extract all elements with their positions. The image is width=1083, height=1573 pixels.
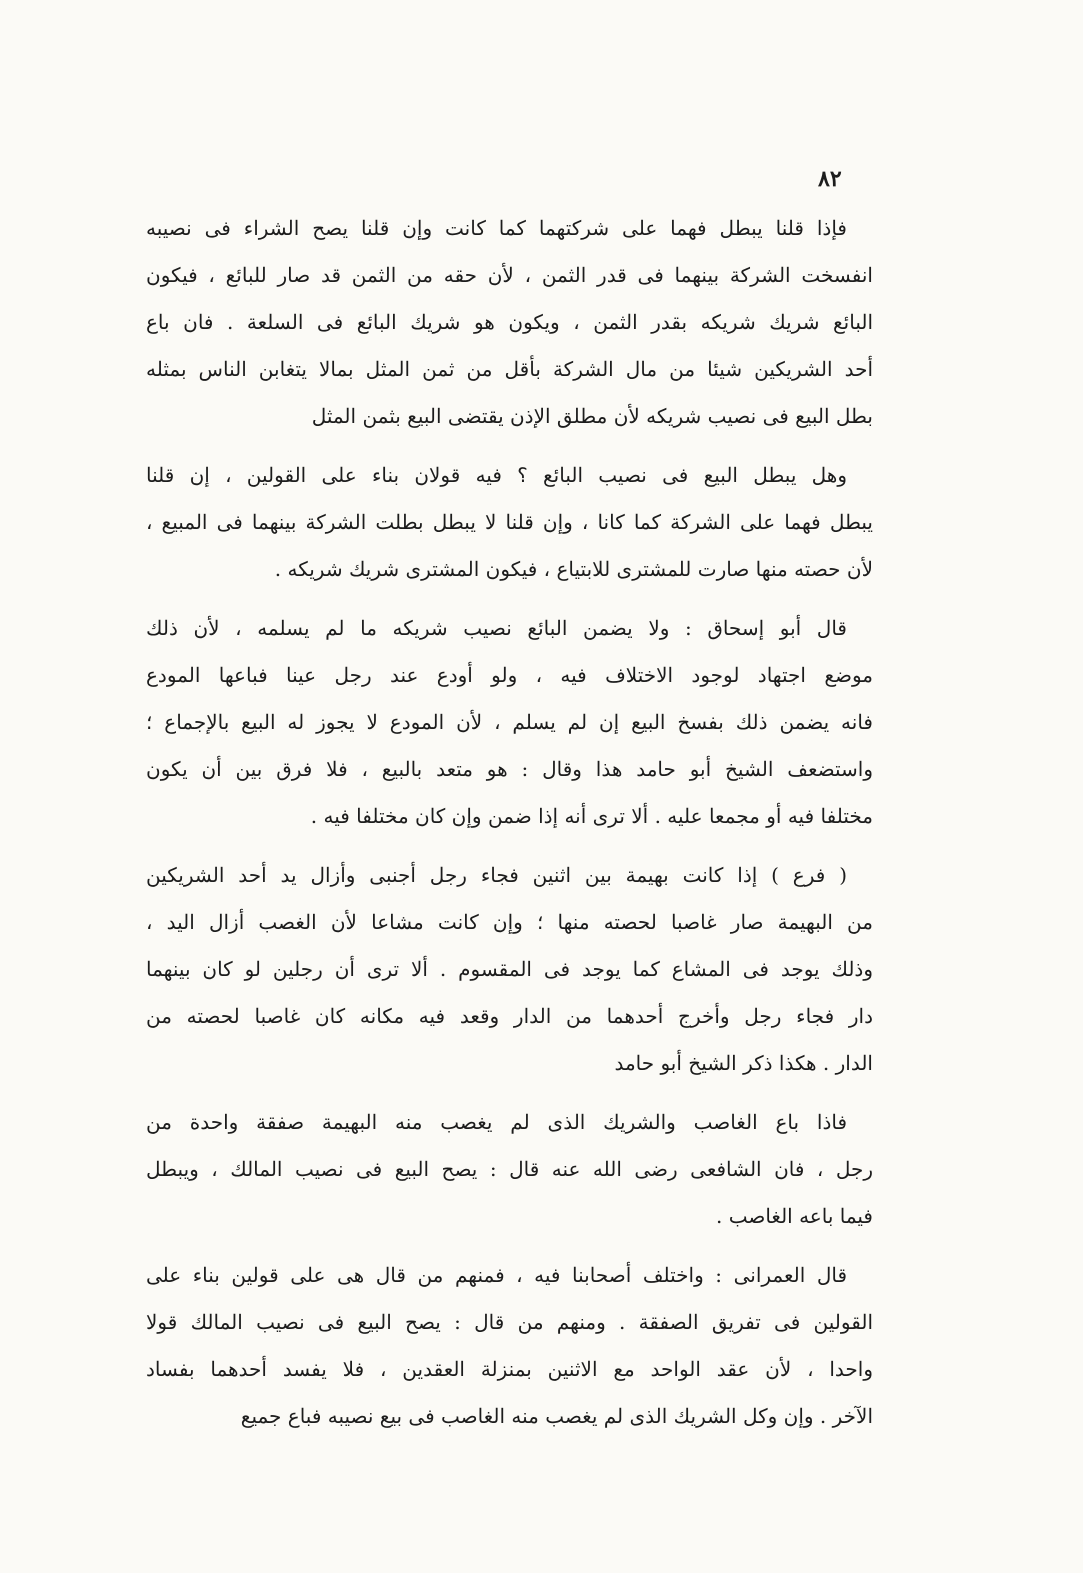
- text-line: واستضعف الشيخ أبو حامد هذا وقال : هو متعد بالبيع ، فلا فرق بين أن يكون: [146, 757, 873, 781]
- text-line: قال العمرانى : واختلف أصحابنا فيه ، فمنهم من قال هى على قولين بناء على: [146, 1263, 847, 1287]
- paragraph: [146, 605, 873, 840]
- text-line: فانه يضمن ذلك بفسخ البيع إن لم يسلم ، لأن المودع لا يجوز له البيع بالإجماع ؛: [146, 710, 873, 734]
- text-line: الدار . هكذا ذكر الشيخ أبو حامد: [614, 1051, 873, 1075]
- text-line: واحدا ، لأن عقد الواحد مع الاثنين بمنزلة العقدين ، فلا يفسد أحدهما بفساد: [146, 1357, 873, 1381]
- text-line: وهل يبطل البيع فى نصيب البائع ؟ فيه قولان بناء على القولين ، إن قلنا: [146, 463, 847, 487]
- text-line: لأن حصته منها صارت للمشترى للابتياع ، فيكون المشترى شريك شريكه .: [274, 557, 873, 581]
- text-line: انفسخت الشركة بينهما فى قدر الثمن ، لأن حقه من الثمن قد صار للبائع ، فيكون: [146, 263, 873, 287]
- text-line: موضع اجتهاد لوجود الاختلاف فيه ، ولو أودع عند رجل عينا فباعها المودع: [146, 663, 873, 687]
- text-line: قال أبو إسحاق : ولا يضمن البائع نصيب شريكه ما لم يسلمه ، لأن ذلك: [146, 616, 847, 640]
- paragraph: [146, 1252, 873, 1440]
- body-text: [146, 205, 873, 1440]
- text-line: بطل البيع فى نصيب شريكه لأن مطلق الإذن يقتضى البيع بثمن المثل: [311, 404, 873, 428]
- text-line: القولين فى تفريق الصفقة . ومنهم من قال : يصح البيع فى نصيب المالك قولا: [146, 1310, 873, 1334]
- paragraph: [146, 452, 873, 593]
- text-line: يبطل فهما على الشركة كما كانا ، وإن قلنا لا يبطل بطلت الشركة بينهما فى المبيع ،: [146, 510, 873, 534]
- page-number: ٨٢: [818, 166, 842, 192]
- text-line: رجل ، فان الشافعى رضى الله عنه قال : يصح البيع فى نصيب المالك ، ويبطل: [146, 1157, 873, 1181]
- text-line: فإذا قلنا يبطل فهما على شركتهما كما كانت وإن قلنا يصح الشراء فى نصيبه: [146, 216, 847, 240]
- text-line: أحد الشريكين شيئا من مال الشركة بأقل من ثمن المثل بمالا يتغابن الناس بمثله: [146, 357, 873, 381]
- text-line: فيما باعه الغاصب .: [715, 1204, 873, 1228]
- text-line: فاذا باع الغاصب والشريك الذى لم يغصب منه البهيمة صفقة واحدة من: [146, 1110, 847, 1134]
- text-line: مختلفا فيه أو مجمعا عليه . ألا ترى أنه إذا ضمن وإن كان مختلفا فيه .: [310, 804, 873, 828]
- paragraph: [146, 205, 873, 440]
- text-line: دار فجاء رجل وأخرج أحدهما من الدار وقعد فيه مكانه كان غاصبا لحصته من: [146, 1004, 873, 1028]
- paragraph: [146, 1099, 873, 1240]
- text-line: البائع شريك شريكه بقدر الثمن ، ويكون هو شريك البائع فى السلعة . فان باع: [146, 310, 873, 334]
- text-line: من البهيمة صار غاصبا لحصته منها ؛ وإن كانت مشاعا لأن الغصب أزال اليد ،: [146, 910, 873, 934]
- paragraph: [146, 852, 873, 1087]
- text-line: وذلك يوجد فى المشاع كما يوجد فى المقسوم . ألا ترى أن رجلين لو كان بينهما: [146, 957, 873, 981]
- text-line: ( فرع ) إذا كانت بهيمة بين اثنين فجاء رجل أجنبى وأزال يد أحد الشريكين: [146, 863, 847, 887]
- text-line: الآخر . وإن وكل الشريك الذى لم يغصب منه الغاصب فى بيع نصيبه فباع جميع: [240, 1404, 873, 1428]
